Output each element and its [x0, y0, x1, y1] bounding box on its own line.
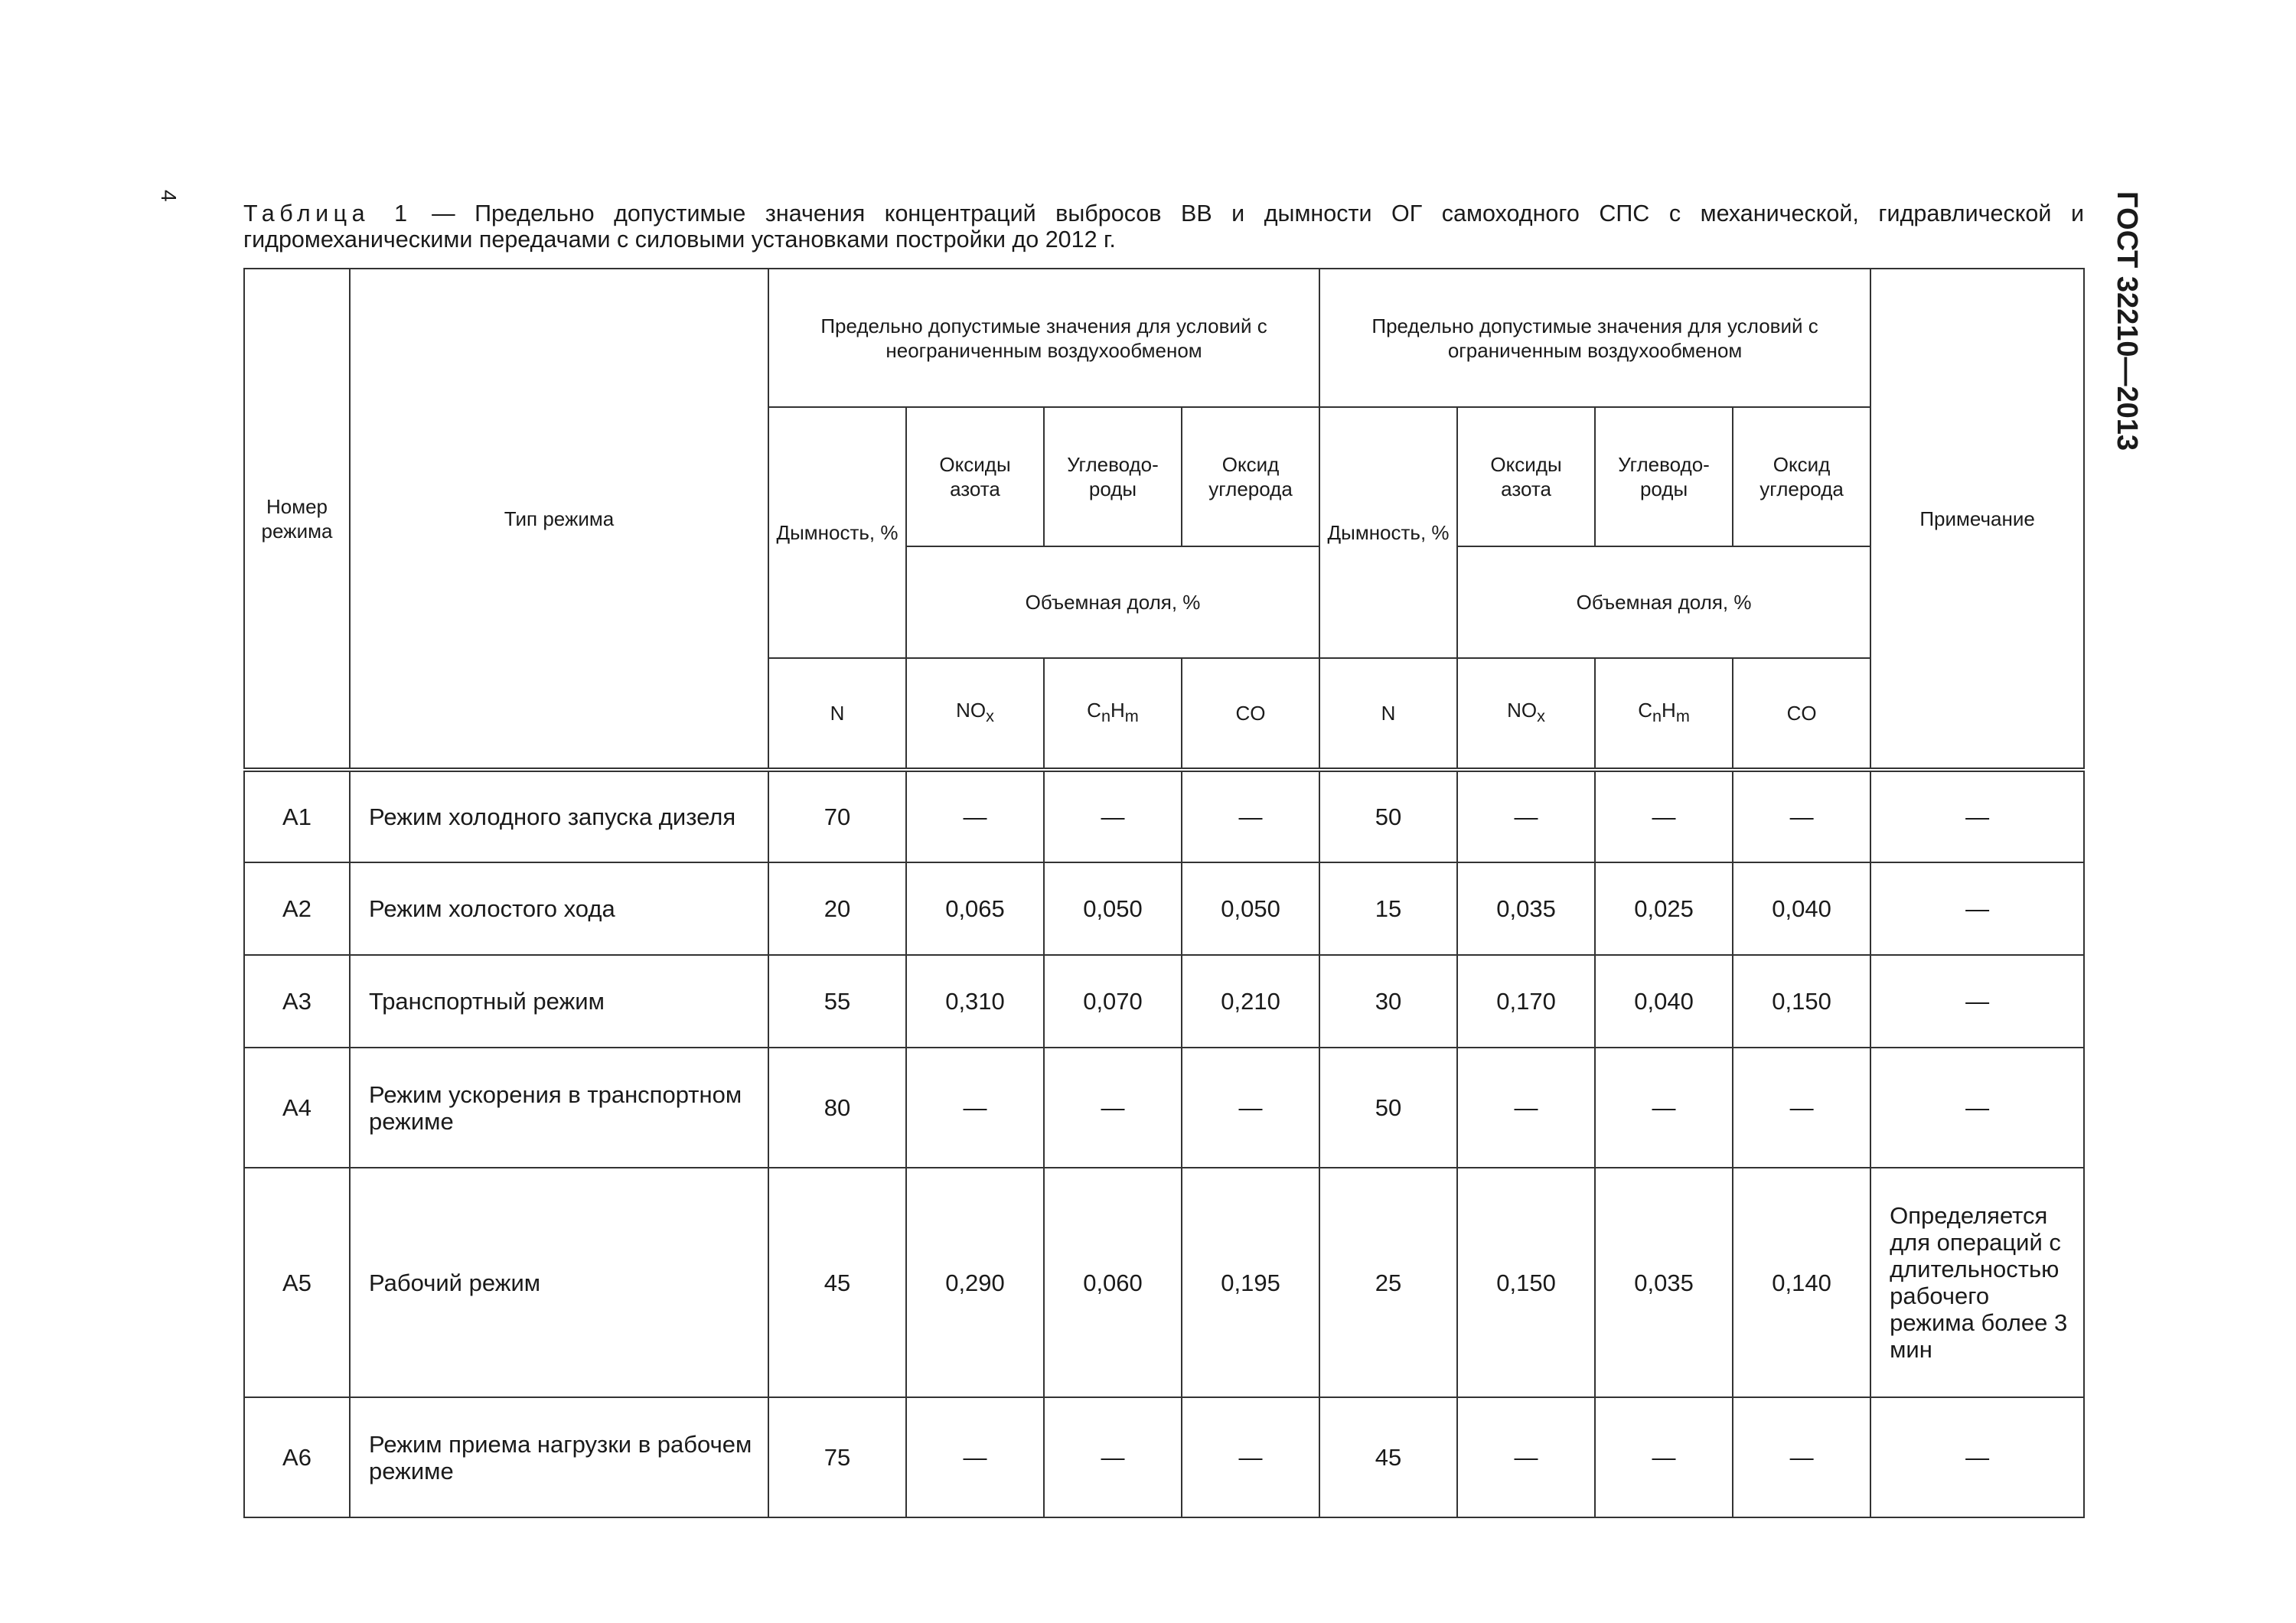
hc-limited: — [1595, 1048, 1733, 1168]
table-row [244, 1168, 2084, 1397]
symbol-co-limited: CO [1733, 658, 1870, 770]
co-limited: — [1733, 1048, 1870, 1168]
nox-limited: 0,035 [1457, 862, 1595, 955]
header-nox-limited: Оксиды азота [1457, 407, 1595, 546]
nox-limited: — [1457, 1048, 1595, 1168]
header-nox-unlimited: Оксиды азота [906, 407, 1044, 546]
nox-limited: 0,150 [1457, 1168, 1595, 1397]
caption-label: Таблица 1 [243, 200, 413, 227]
mode-type: Транспортный режим [350, 955, 768, 1048]
header-hc-limited: Углеводо-роды [1595, 407, 1733, 546]
hc-unlimited: 0,070 [1044, 955, 1182, 1048]
smoke-unlimited: 45 [768, 1168, 906, 1397]
smoke-unlimited: 80 [768, 1048, 906, 1168]
note: — [1870, 1048, 2084, 1168]
nox-limited: — [1457, 770, 1595, 862]
page-number: 4 [157, 190, 181, 202]
mode-number: А6 [244, 1397, 350, 1517]
nox-limited: 0,170 [1457, 955, 1595, 1048]
hc-limited: 0,025 [1595, 862, 1733, 955]
mode-type: Рабочий режим [350, 1168, 768, 1397]
co-unlimited: — [1182, 1397, 1319, 1517]
co-limited: 0,040 [1733, 862, 1870, 955]
hc-unlimited: — [1044, 1397, 1182, 1517]
mode-number: А4 [244, 1048, 350, 1168]
mode-type: Режим приема нагрузки в рабочем режиме [350, 1397, 768, 1517]
header-hc-unlimited: Углеводо-роды [1044, 407, 1182, 546]
hc-unlimited: 0,060 [1044, 1168, 1182, 1397]
mode-type: Режим холостого хода [350, 862, 768, 955]
mode-number: А3 [244, 955, 350, 1048]
symbol-co-unlimited: CO [1182, 658, 1319, 770]
hc-unlimited: — [1044, 770, 1182, 862]
co-limited: 0,150 [1733, 955, 1870, 1048]
hc-limited: 0,040 [1595, 955, 1733, 1048]
co-unlimited: 0,050 [1182, 862, 1319, 955]
table-row [244, 862, 2084, 955]
nox-unlimited: — [906, 1397, 1044, 1517]
nox-unlimited: 0,290 [906, 1168, 1044, 1397]
hc-limited: 0,035 [1595, 1168, 1733, 1397]
table-row [244, 1397, 2084, 1517]
mode-type: Режим холодного запуска дизеля [350, 770, 768, 862]
nox-unlimited: — [906, 1048, 1044, 1168]
header-note: Примечание [1870, 269, 2084, 770]
smoke-limited: 45 [1319, 1397, 1457, 1517]
header-group-limited: Предельно допустимые значения для условий с ограниченным воздухообменом [1319, 269, 1870, 407]
hc-limited: — [1595, 1397, 1733, 1517]
note: Определяется для операций с длительностью рабочего режима более 3 мин [1870, 1168, 2084, 1397]
hc-unlimited: — [1044, 1048, 1182, 1168]
nox-unlimited: 0,065 [906, 862, 1044, 955]
co-unlimited: — [1182, 770, 1319, 862]
smoke-unlimited: 55 [768, 955, 906, 1048]
header-volume-fraction-unlimited: Объемная доля, % [906, 546, 1319, 658]
symbol-nox-limited: $NO_x$ [1457, 658, 1595, 770]
smoke-unlimited: 75 [768, 1397, 906, 1517]
smoke-unlimited: 70 [768, 770, 906, 862]
smoke-limited: 30 [1319, 955, 1457, 1048]
header-group-unlimited: Предельно допустимые значения для условий с неограниченным воздухообменом [768, 269, 1319, 407]
note: — [1870, 1397, 2084, 1517]
co-limited: — [1733, 1397, 1870, 1517]
table-row [244, 955, 2084, 1048]
co-limited: — [1733, 770, 1870, 862]
note: — [1870, 770, 2084, 862]
table-row [244, 1048, 2084, 1168]
header-co-unlimited: Оксид углерода [1182, 407, 1319, 546]
mode-number: А1 [244, 770, 350, 862]
standard-code: ГОСТ 32210—2013 [2111, 191, 2143, 451]
header-co-limited: Оксид углерода [1733, 407, 1870, 546]
smoke-limited: 15 [1319, 862, 1457, 955]
smoke-limited: 50 [1319, 1048, 1457, 1168]
smoke-limited: 50 [1319, 770, 1457, 862]
nox-unlimited: — [906, 770, 1044, 862]
header-smoke-unlimited: Дымность, % [768, 407, 906, 658]
mode-number: А2 [244, 862, 350, 955]
symbol-nox-unlimited: $NO_x$ [906, 658, 1044, 770]
co-unlimited: — [1182, 1048, 1319, 1168]
hc-limited: — [1595, 770, 1733, 862]
header-mode-number: Номер режима [244, 269, 350, 770]
co-unlimited: 0,195 [1182, 1168, 1319, 1397]
table-caption [243, 200, 2084, 253]
co-limited: 0,140 [1733, 1168, 1870, 1397]
table-row [244, 770, 2084, 862]
emission-limits-table [243, 268, 2085, 1518]
symbol-cnhm-unlimited: $C_nH_m$ [1044, 658, 1182, 770]
nox-unlimited: 0,310 [906, 955, 1044, 1048]
header-smoke-limited: Дымность, % [1319, 407, 1457, 658]
note: — [1870, 862, 2084, 955]
co-unlimited: 0,210 [1182, 955, 1319, 1048]
symbol-n-limited: N [1319, 658, 1457, 770]
mode-type: Режим ускорения в транспортном режиме [350, 1048, 768, 1168]
symbol-n-unlimited: N [768, 658, 906, 770]
mode-number: А5 [244, 1168, 350, 1397]
hc-unlimited: 0,050 [1044, 862, 1182, 955]
symbol-cnhm-limited: $C_nH_m$ [1595, 658, 1733, 770]
nox-limited: — [1457, 1397, 1595, 1517]
caption-text: — Предельно допустимые значения концентраций выбросов ВВ и дымности ОГ самоходного СПС с механической, гидравлической и гидромеханическими передачами с силовыми установками постройки до 2012 г. [243, 200, 2084, 253]
smoke-unlimited: 20 [768, 862, 906, 955]
header-mode-type: Тип режима [350, 269, 768, 770]
header-volume-fraction-limited: Объемная доля, % [1457, 546, 1870, 658]
smoke-limited: 25 [1319, 1168, 1457, 1397]
note: — [1870, 955, 2084, 1048]
